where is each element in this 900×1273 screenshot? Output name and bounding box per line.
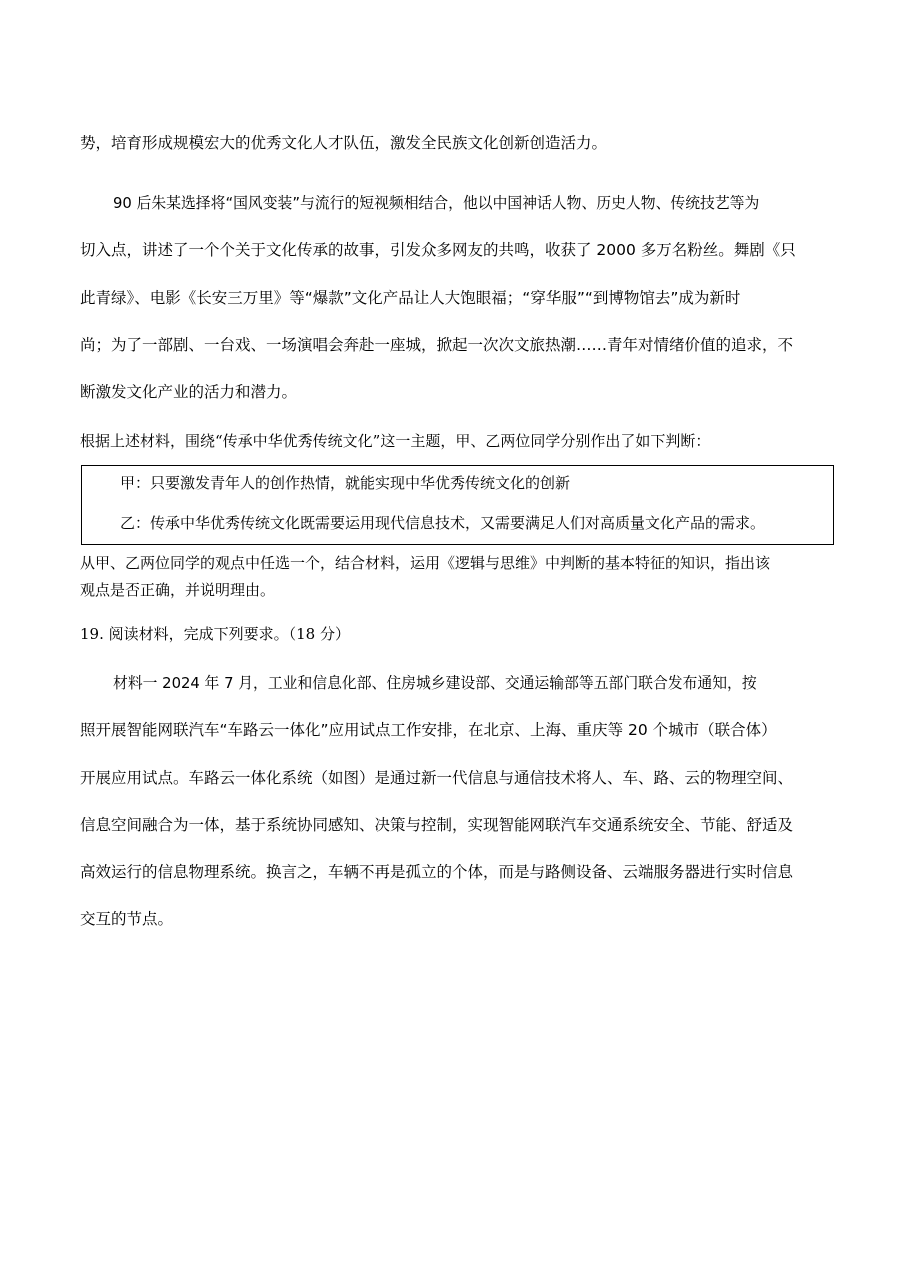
material1-line-5: 高效运行的信息物理系统。换言之，车辆不再是孤立的个体，而是与路侧设备、云端服务器进行实时信息 [80,863,794,881]
passage-line-3: 切入点，讲述了一个个关于文化传承的故事，引发众多网友的共鸣，收获了 2000 多万名粉丝。舞剧《只 [80,241,796,259]
question-19-title: 19. 阅读材料，完成下列要求。（18 分） [80,625,350,643]
material1-line-4: 信息空间融合为一体，基于系统协同感知、决策与控制，实现智能网联汽车交通系统安全、节能、舒适及 [80,816,794,834]
material1-line-2: 照开展智能网联汽车“车路云一体化”应用试点工作安排，在北京、上海、重庆等 20 个城市（联合体） [80,721,777,739]
material1-line-3: 开展应用试点。车路云一体化系统（如图）是通过新一代信息与通信技术将人、车、路、云的物理空间、 [80,769,794,787]
passage-line-6: 断激发文化产业的活力和潜力。 [80,383,298,401]
material1-line-6: 交互的节点。 [80,910,174,928]
passage-line-4: 此青绿》、电影《长安三万里》等“爆款”文化产品让人大饱眼福；“穿华服”“到博物馆去”成为新时 [80,289,741,307]
judgement-jia: 甲：只要激发青年人的创作热情，就能实现中华优秀传统文化的创新 [120,474,571,492]
question-intro: 根据上述材料，围绕“传承中华优秀传统文化”这一主题，甲、乙两位同学分别作出了如下判断： [80,432,711,450]
passage-line-1: 势，培育形成规模宏大的优秀文化人才队伍，激发全民族文化创新创造活力。 [80,134,608,152]
judgement-box [81,465,834,545]
passage-line-2: 90 后朱某选择将“国风变装”与流行的短视频相结合，他以中国神话人物、历史人物、传统技艺等为 [113,194,760,212]
question-task-line-2: 观点是否正确，并说明理由。 [80,581,276,599]
judgement-yi: 乙：传承中华优秀传统文化既需要运用现代信息技术，又需要满足人们对高质量文化产品的需求。 [120,514,766,532]
question-task-line-1: 从甲、乙两位同学的观点中任选一个，结合材料，运用《逻辑与思维》中判断的基本特征的知识，指出该 [80,554,771,572]
material1-line-1: 材料一 2024 年 7 月，工业和信息化部、住房城乡建设部、交通运输部等五部门联合发布通知，按 [113,674,757,692]
passage-line-5: 尚；为了一部剧、一台戏、一场演唱会奔赴一座城，掀起一次次文旅热潮……青年对情绪价值的追求，不 [80,336,794,354]
